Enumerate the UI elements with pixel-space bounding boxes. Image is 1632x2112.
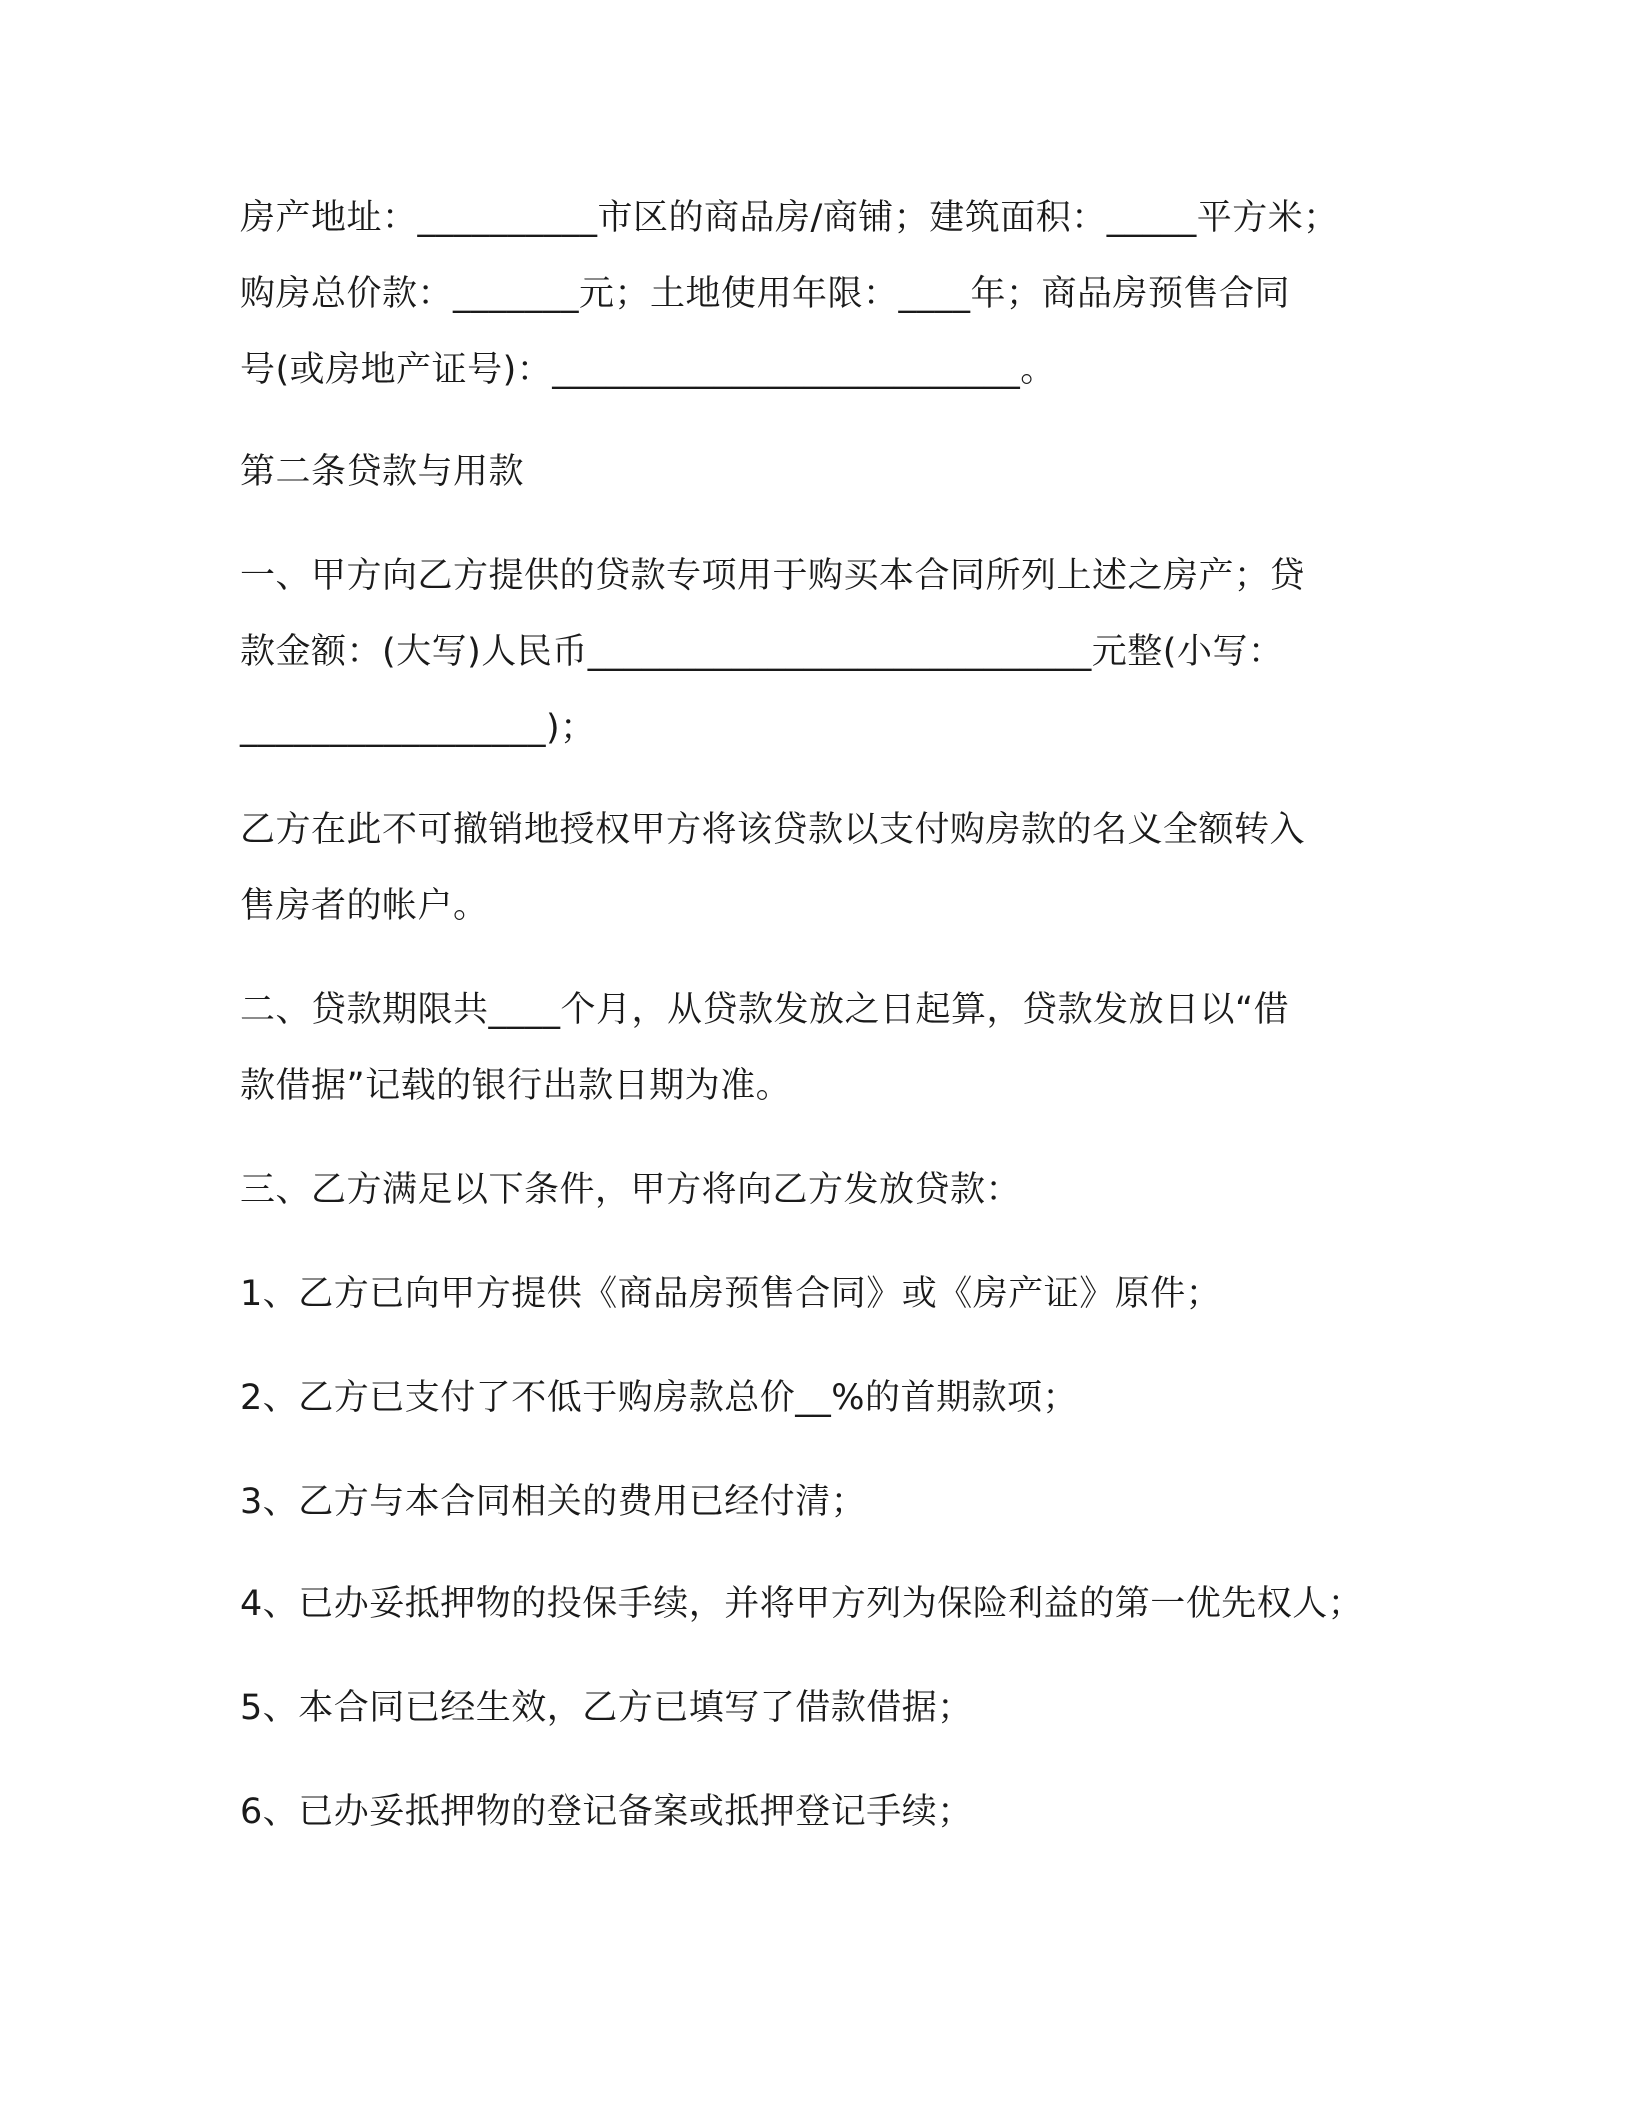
paragraph-property-info: 房产地址：__________市区的商品房/商铺；建筑面积：_____平方米； 购房总价款：_______元；土地使用年限：____年；商品房预售合同 号(或房地产证号)：__________________________。 <box>240 198 1339 390</box>
condition-item-6: 6、已办妥抵押物的登记备案或抵押登记手续； <box>240 1792 973 1832</box>
paragraph-loan-amount: 一、甲方向乙方提供的贷款专项用于购买本合同所列上述之房产；贷 款金额：(大写)人民币____________________________元整(小写： _________________)； <box>240 556 1306 748</box>
condition-item-4: 4、已办妥抵押物的投保手续，并将甲方列为保险利益的第一优先权人； <box>240 1584 1364 1624</box>
condition-item-1: 1、乙方已向甲方提供《商品房预售合同》或《房产证》原件； <box>240 1274 1222 1314</box>
condition-item-2: 2、乙方已支付了不低于购房款总价__%的首期款项； <box>240 1378 1079 1418</box>
condition-item-3: 3、乙方与本合同相关的费用已经付清； <box>240 1482 867 1522</box>
paragraph-loan-term: 二、贷款期限共____个月，从贷款发放之日起算，贷款发放日以“借 款借据”记载的银行出款日期为准。 <box>240 990 1290 1106</box>
article-two-heading: 第二条贷款与用款 <box>240 452 525 492</box>
paragraph-authorization: 乙方在此不可撤销地授权甲方将该贷款以支付购房款的名义全额转入 售房者的帐户。 <box>240 810 1306 926</box>
paragraph-conditions-intro: 三、乙方满足以下条件，甲方将向乙方发放贷款： <box>240 1170 1022 1210</box>
condition-item-5: 5、本合同已经生效，乙方已填写了借款借据； <box>240 1688 973 1728</box>
